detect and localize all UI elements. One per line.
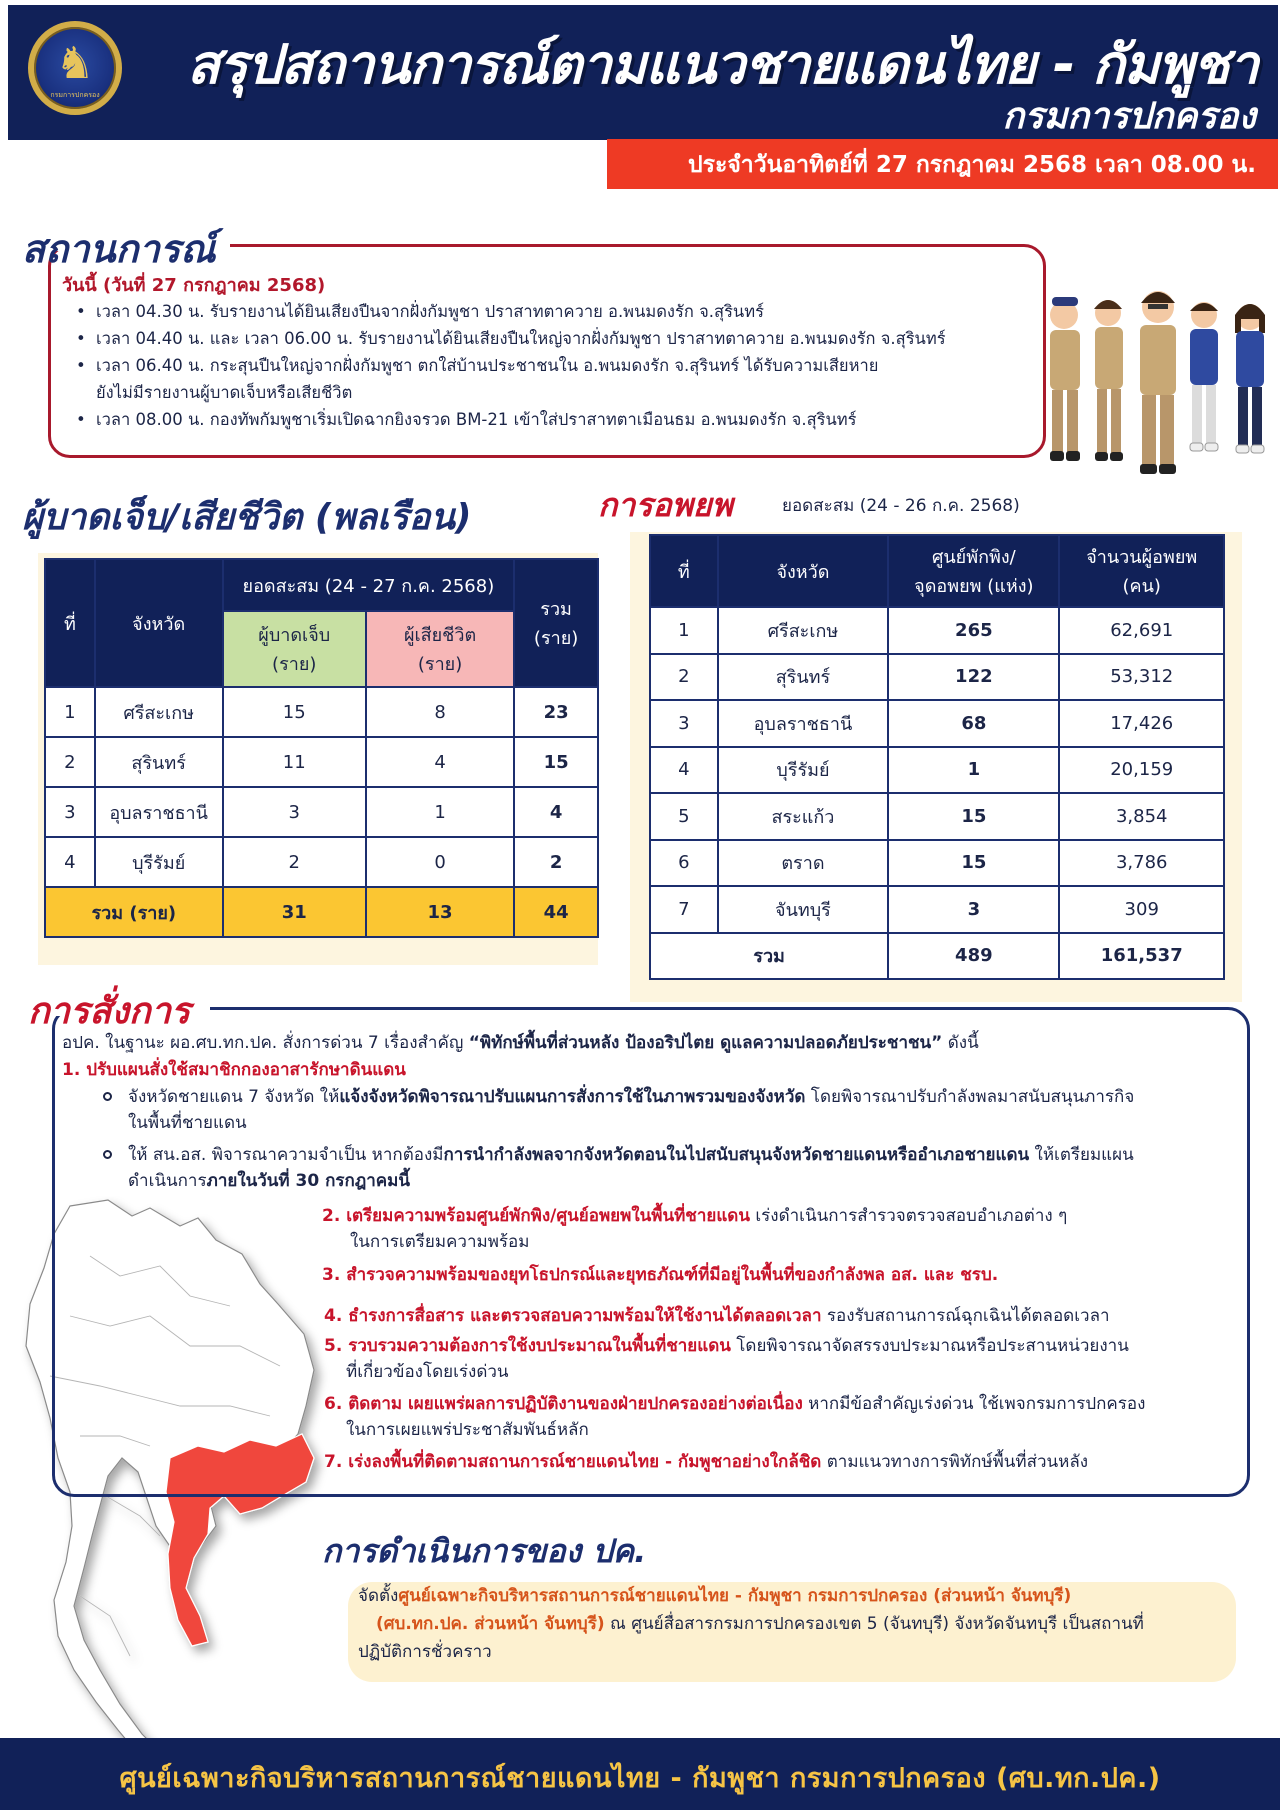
official-figure-4 <box>1190 302 1218 451</box>
date-banner <box>607 139 1278 189</box>
casualties-heading: ผู้บาดเจ็บ/เสียชีวิต (พลเรือน) <box>22 497 472 538</box>
table-total-row: รวม (ราย) 31 13 44 <box>45 887 598 937</box>
bullet-icon <box>103 1092 112 1101</box>
list-item: • เวลา 06.40 น. กระสุนปืนใหญ่จากฝั่งกัมพูชา ตกใส่บ้านประชาชนใน อ.พนมดงรัก จ.สุรินทร์ ได้รับความเสียหาย ยังไม่มีรายงานผู้บาดเจ็บหรือเสียชีวิต <box>70 352 1030 406</box>
orders-heading: การสั่งการ <box>28 991 191 1032</box>
table-row: 7 จันทบุรี 3 309 <box>650 886 1224 933</box>
order-item-1-sub-1: จังหวัดชายแดน 7 จังหวัด ให้แจ้งจังหวัดพิจารณาปรับแผนการสั่งการใช้ในภาพรวมของจังหวัด โดยพิจารณาปรับกำลังพลมาสนับสนุนภารกิจ ในพื้นที่ชายแดน <box>128 1087 1135 1133</box>
col-no: ที่ <box>650 535 718 607</box>
official-figure-1 <box>1050 297 1080 461</box>
order-item-6: 6. ติดตาม เผยแพร่ผลการปฏิบัติงานของฝ่ายปกครองอย่างต่อเนื่อง หากมีข้อสำคัญเร่งด่วน ใช้เพจกรมการปกครอง ในการเผยแพร่ประชาสัมพันธ์หลัก <box>324 1394 1146 1440</box>
order-item-1-sub-2: ให้ สน.อส. พิจารณาความจำเป็น หากต้องมีการนำกำลังพลจากจังหวัดตอนในไปสนับสนุนจังหวัดชายแดนหรืออำเภอชายแดน ให้เตรียมแผน ดำเนินการภายในวันที่ 30 กรกฎาคมนี้ <box>128 1145 1134 1191</box>
table-row: 1 ศรีสะเกษ 265 62,691 <box>650 607 1224 654</box>
table-header-row <box>45 559 598 611</box>
table-row: 4 บุรีรัมย์ 1 20,159 <box>650 747 1224 794</box>
table-header-row <box>650 535 1224 607</box>
page-title: สรุปสถานการณ์ตามแนวชายแดนไทย - กัมพูชา <box>187 33 1258 96</box>
lion-emblem-icon: ♞ <box>55 38 95 89</box>
order-item-3: 3. สำรวจความพร้อมของยุทโธปกรณ์และยุทธภัณฑ์ที่มีอยู่ในพื้นที่ของกำลังพล อส. และ ชรบ. <box>322 1265 999 1285</box>
col-dead: ผู้เสียชีวิต (ราย) <box>366 611 514 687</box>
col-cumulative: ยอดสะสม (24 - 27 ก.ค. 2568) <box>223 559 515 611</box>
page-subtitle: กรมการปกครอง <box>1002 96 1256 137</box>
footer-text: ศูนย์เฉพาะกิจบริหารสถานการณ์ชายแดนไทย - กัมพูชา กรมการปกครอง (ศบ.ทก.ปค.) <box>119 1763 1161 1794</box>
officials-illustration <box>1030 275 1278 485</box>
table-row: 2 สุรินทร์ 122 53,312 <box>650 654 1224 701</box>
table-row: 3 อุบลราชธานี 68 17,426 <box>650 700 1224 747</box>
list-item: • เวลา 04.40 น. และ เวลา 06.00 น. รับรายงานได้ยินเสียงปืนใหญ่จากฝั่งกัมพูชา ปราสาทตาควาย อ.พนมดงรัก จ.สุรินทร์ <box>70 325 1030 352</box>
operations-heading: การดำเนินการของ ปค. <box>322 1532 647 1570</box>
col-no: ที่ <box>45 559 95 687</box>
official-figure-2 <box>1094 300 1123 461</box>
col-injured: ผู้บาดเจ็บ (ราย) <box>223 611 366 687</box>
logo-text: กรมการปกครอง <box>50 91 100 99</box>
footer-banner <box>0 1738 1280 1810</box>
col-total: รวม (ราย) <box>514 559 598 687</box>
bullet-icon <box>103 1150 112 1159</box>
col-province: จังหวัด <box>95 559 223 687</box>
orders-intro: อปค. ในฐานะ ผอ.ศบ.ทก.ปค. สั่งการด่วน 7 เรื่องสำคัญ “พิทักษ์พื้นที่ส่วนหลัง ป้องอริปไตย ดูแลความปลอดภัยประชาชน” ดังนี้ <box>62 1033 979 1053</box>
evacuation-heading: การอพยพ <box>598 486 733 524</box>
list-item: • เวลา 04.30 น. รับรายงานได้ยินเสียงปืนจากฝั่งกัมพูชา ปราสาทตาควาย อ.พนมดงรัก จ.สุรินทร์ <box>70 298 1030 325</box>
report-date: ประจำวันอาทิตย์ที่ 27 กรกฎาคม 2568 เวลา 08.00 น. <box>688 152 1256 178</box>
col-province: จังหวัด <box>718 535 889 607</box>
table-row: 5 สระแก้ว 15 3,854 <box>650 793 1224 840</box>
casualties-table <box>44 558 599 938</box>
operations-text: จัดตั้งศูนย์เฉพาะกิจบริหารสถานการณ์ชายแดนไทย - กัมพูชา กรมการปกครอง (ส่วนหน้า จันทบุรี) (ศบ.ทก.ปค. ส่วนหน้า จันทบุรี) ณ ศูนย์สื่อสารกรมการปกครองเขต 5 (จันทบุรี) จังหวัดจันทบุรี เป็นสถานที่ ปฏิบัติการชั่วคราว <box>358 1586 1144 1662</box>
situation-heading-overlay: สถานการณ์ <box>22 227 216 271</box>
col-evacuees: จำนวนผู้อพยพ (คน) <box>1059 535 1224 607</box>
table-row: 6 ตราด 15 3,786 <box>650 840 1224 887</box>
table-row: 2 สุรินทร์ 11 4 15 <box>45 737 598 787</box>
official-figure-5 <box>1235 304 1265 453</box>
table-total-row: รวม 489 161,537 <box>650 933 1224 980</box>
official-figure-3 <box>1140 291 1176 474</box>
table-row: 4 บุรีรัมย์ 2 0 2 <box>45 837 598 887</box>
order-item-1: 1. ปรับแผนสั่งใช้สมาชิกกองอาสารักษาดินแดน <box>62 1060 406 1080</box>
order-item-7: 7. เร่งลงพื้นที่ติดตามสถานการณ์ชายแดนไทย - กัมพูชาอย่างใกล้ชิด ตามแนวทางการพิทักษ์พื้นที่ส่วนหลัง <box>324 1452 1089 1472</box>
table-row: 3 อุบลราชธานี 3 1 4 <box>45 787 598 837</box>
col-shelters: ศูนย์พักพิง/ จุดอพยพ (แห่ง) <box>888 535 1059 607</box>
situation-list <box>70 298 1030 433</box>
evacuation-period: ยอดสะสม (24 - 26 ก.ค. 2568) <box>782 496 1020 516</box>
order-item-2: 2. เตรียมความพร้อมศูนย์พักพิง/ศูนย์อพยพในพื้นที่ชายแดน เร่งดำเนินการสำรวจตรวจสอบอำเภอต่าง ๆ ในการเตรียมความพร้อม <box>322 1206 1068 1252</box>
order-item-4: 4. ธำรงการสื่อสาร และตรวจสอบความพร้อมให้ใช้งานได้ตลอดเวลา รองรับสถานการณ์ฉุกเฉินได้ตลอดเวลา <box>324 1306 1110 1326</box>
header-banner <box>8 5 1278 140</box>
situation-date: วันนี้ (วันที่ 27 กรกฎาคม 2568) <box>62 275 326 296</box>
list-item: • เวลา 08.00 น. กองทัพกัมพูชาเริ่มเปิดฉากยิงจรวด BM-21 เข้าใส่ปราสาทตาเมือนธม อ.พนมดงรัก จ.สุรินทร์ <box>70 406 1030 433</box>
table-row: 1 ศรีสะเกษ 15 8 23 <box>45 687 598 737</box>
order-item-5: 5. รวบรวมความต้องการใช้งบประมาณในพื้นที่ชายแดน โดยพิจารณาจัดสรรงบประมาณหรือประสานหน่วยงาน ที่เกี่ยวข้องโดยเร่งด่วน <box>324 1336 1129 1382</box>
department-seal-logo <box>28 21 122 115</box>
evacuation-table <box>649 534 1225 980</box>
